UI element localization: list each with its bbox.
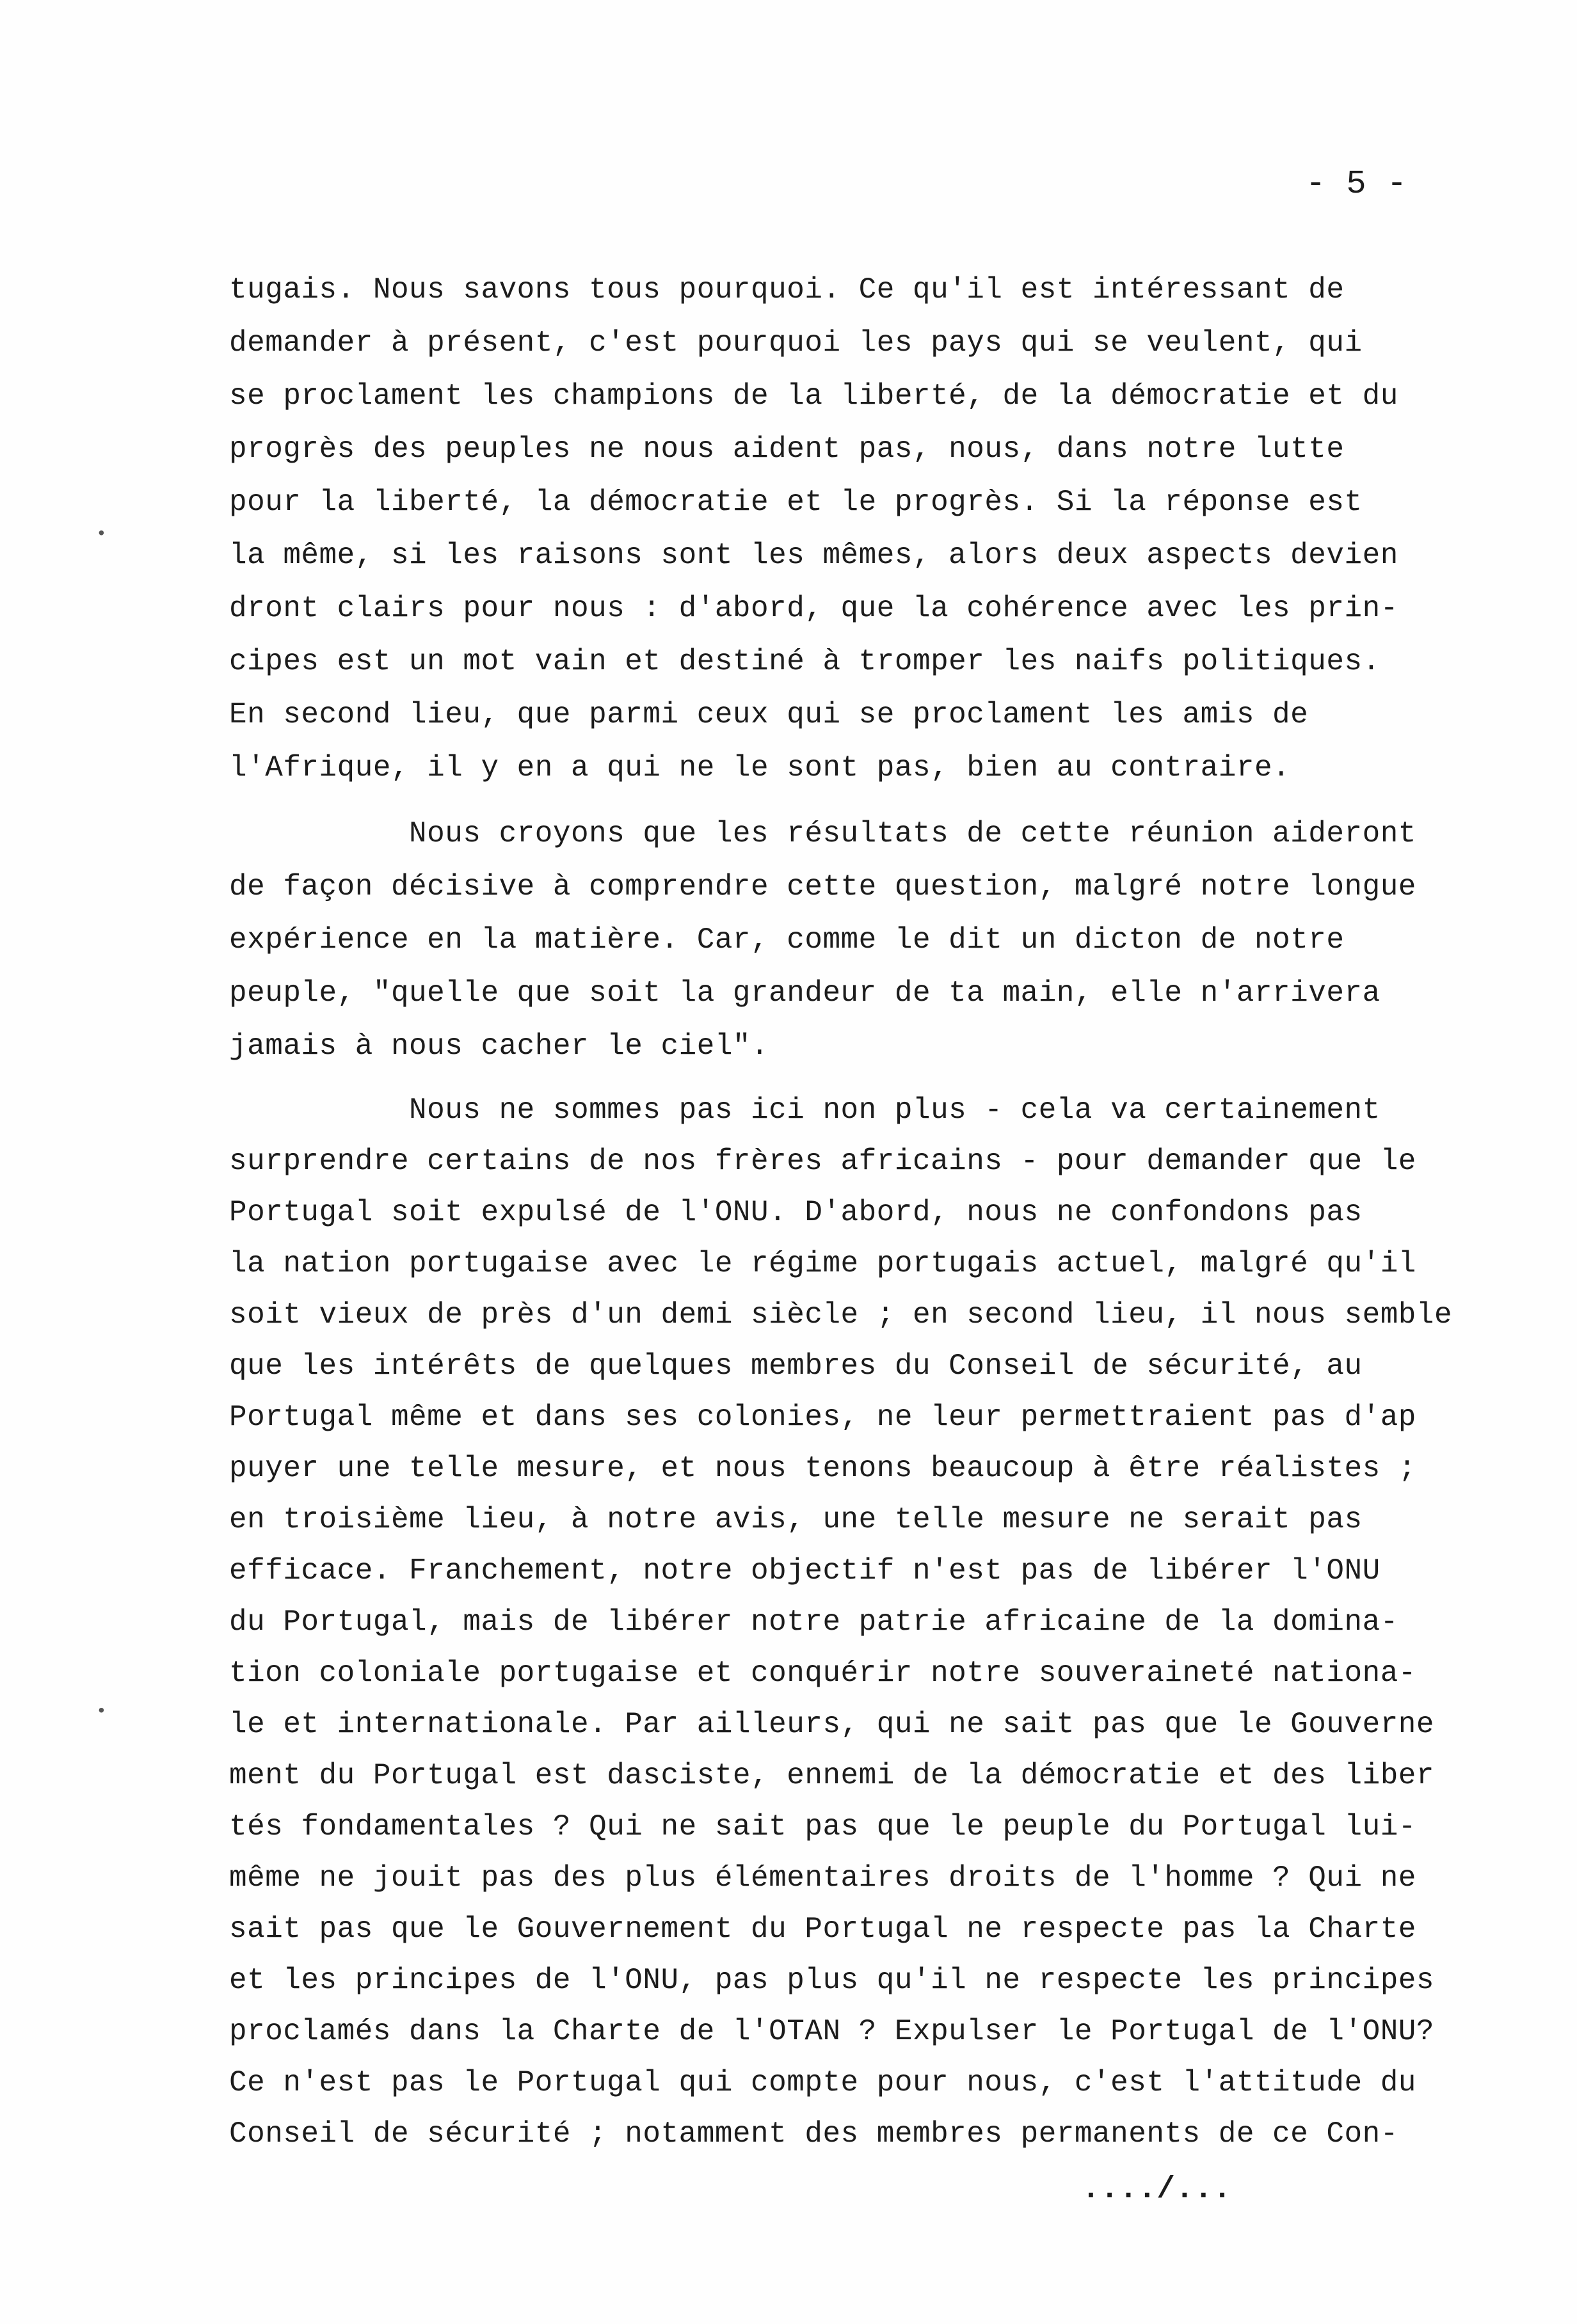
text-line: soit vieux de près d'un demi siècle ; en second lieu, il nous semble	[229, 1298, 1453, 1332]
text-line: de façon décisive à comprendre cette question, malgré notre longue	[229, 870, 1416, 903]
text-line: que les intérêts de quelques membres du Conseil de sécurité, au	[229, 1349, 1363, 1383]
text-line: le et internationale. Par ailleurs, qui ne sait pas que le Gouverne	[229, 1708, 1435, 1741]
text-line: se proclament les champions de la liberté, de la démocratie et du	[229, 379, 1398, 413]
text-line: expérience en la matière. Car, comme le dit un dicton de notre	[229, 923, 1345, 957]
text-line: demander à présent, c'est pourquoi les pays qui se veulent, qui	[229, 326, 1363, 360]
text-line: la nation portugaise avec le régime portugais actuel, malgré qu'il	[229, 1247, 1416, 1280]
text-line: tion coloniale portugaise et conquérir notre souveraineté nationa-	[229, 1657, 1416, 1690]
text-line: En second lieu, que parmi ceux qui se proclament les amis de	[229, 698, 1309, 731]
text-line: du Portugal, mais de libérer notre patrie africaine de la domina-	[229, 1605, 1398, 1639]
continuation-mark: ..../...	[1082, 2172, 1232, 2207]
text-line: Nous croyons que les résultats de cette réunion aideront	[229, 817, 1416, 850]
text-line: sait pas que le Gouvernement du Portugal ne respecte pas la Charte	[229, 1913, 1416, 1946]
text-line: et les principes de l'ONU, pas plus qu'il ne respecte les principes	[229, 1964, 1435, 1997]
margin-speck: •	[96, 525, 108, 545]
text-line: Nous ne sommes pas ici non plus - cela va certainement	[229, 1094, 1381, 1127]
text-line: la même, si les raisons sont les mêmes, alors deux aspects devien	[229, 539, 1398, 572]
text-line: cipes est un mot vain et destiné à tromper les naifs politiques.	[229, 645, 1381, 678]
text-line: progrès des peuples ne nous aident pas, nous, dans notre lutte	[229, 433, 1345, 466]
text-line: Portugal soit expulsé de l'ONU. D'abord, nous ne confondons pas	[229, 1196, 1363, 1229]
text-line: tugais. Nous savons tous pourquoi. Ce qu'il est intéressant de	[229, 273, 1345, 306]
text-line: jamais à nous cacher le ciel".	[229, 1030, 769, 1063]
text-line: pour la liberté, la démocratie et le progrès. Si la réponse est	[229, 486, 1363, 519]
text-line: Conseil de sécurité ; notamment des membres permanents de ce Con-	[229, 2117, 1398, 2151]
text-line: surprendre certains de nos frères africains - pour demander que le	[229, 1145, 1416, 1178]
text-line: l'Afrique, il y en a qui ne le sont pas, bien au contraire.	[229, 751, 1291, 784]
text-line: proclamés dans la Charte de l'OTAN ? Expulser le Portugal de l'ONU?	[229, 2015, 1435, 2048]
text-line: dront clairs pour nous : d'abord, que la cohérence avec les prin-	[229, 592, 1398, 625]
text-line: puyer une telle mesure, et nous tenons beaucoup à être réalistes ;	[229, 1452, 1416, 1485]
text-line: en troisième lieu, à notre avis, une telle mesure ne serait pas	[229, 1503, 1363, 1536]
page-number: - 5 -	[1306, 165, 1407, 203]
text-line: même ne jouit pas des plus élémentaires droits de l'homme ? Qui ne	[229, 1861, 1416, 1895]
text-line: peuple, "quelle que soit la grandeur de ta main, elle n'arrivera	[229, 976, 1381, 1010]
text-line: tés fondamentales ? Qui ne sait pas que le peuple du Portugal lui-	[229, 1810, 1416, 1843]
text-line: efficace. Franchement, notre objectif n'est pas de libérer l'ONU	[229, 1554, 1381, 1588]
text-line: ment du Portugal est dasciste, ennemi de la démocratie et des liber	[229, 1759, 1435, 1792]
text-line: Portugal même et dans ses colonies, ne leur permettraient pas d'ap	[229, 1401, 1416, 1434]
text-line: Ce n'est pas le Portugal qui compte pour nous, c'est l'attitude du	[229, 2066, 1416, 2099]
margin-speck: •	[96, 1702, 108, 1722]
